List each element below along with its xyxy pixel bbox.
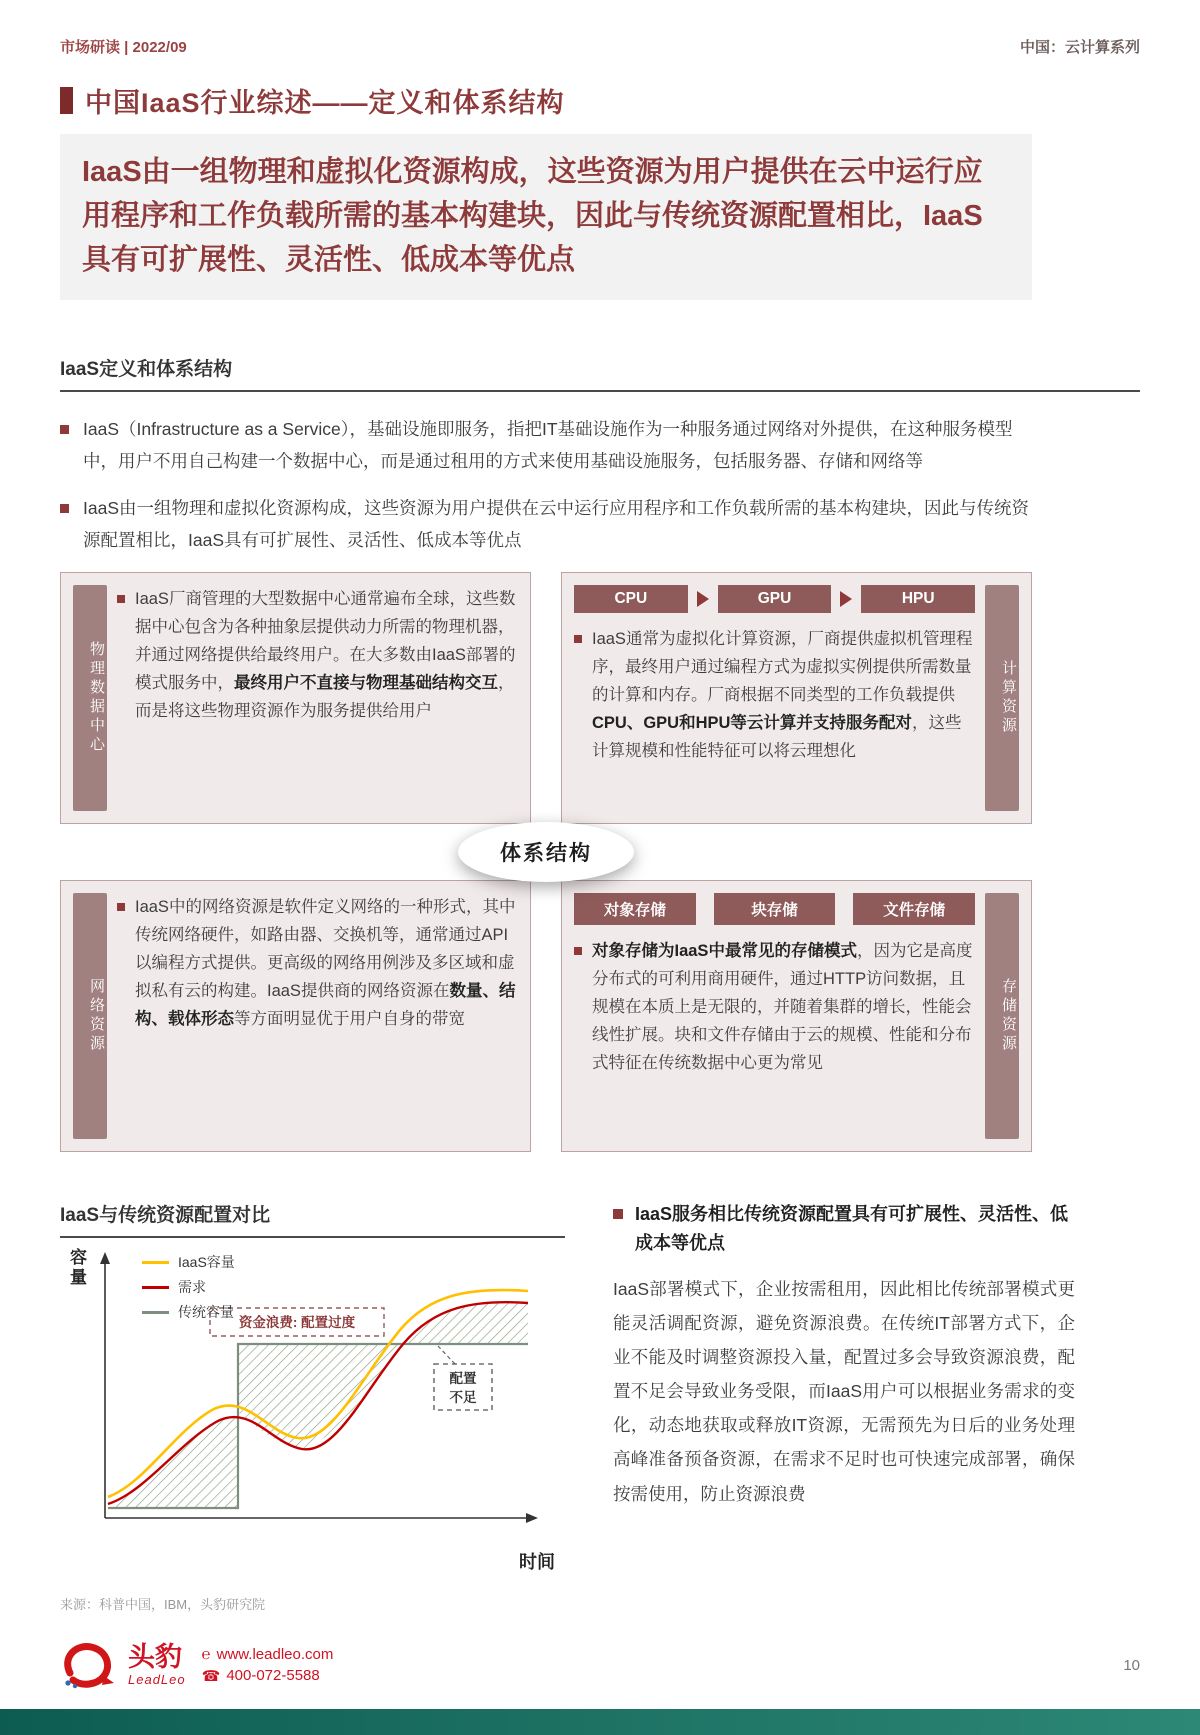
website-row	[202, 1646, 334, 1663]
header-series-label: 市场研读 | 2022/09	[60, 39, 187, 56]
legend-swatch-iaas	[142, 1261, 169, 1264]
footer-accent-bar	[0, 1709, 1200, 1735]
annotation-shortage-leader-line	[438, 1346, 455, 1364]
legend-item-traditional	[142, 1302, 235, 1322]
chart-x-axis-label: 时间	[519, 1552, 555, 1573]
chip-object-storage: 对象存储	[574, 893, 696, 925]
architecture-center-badge: 体系结构	[458, 822, 634, 882]
chart-y-axis-label: 容量	[67, 1248, 86, 1289]
box-physical-datacenter	[60, 572, 531, 824]
brand-name-latin: LeadLeo	[128, 1671, 186, 1687]
text-segment: ，而是将这些物理资源作为服务提供给用户	[135, 674, 515, 721]
legend-label-demand: 需求	[178, 1279, 206, 1296]
phone-icon: ☎	[201, 1667, 221, 1685]
chip-cpu: CPU	[574, 585, 688, 613]
phone-number: 400-072-5588	[226, 1667, 320, 1684]
box-compute-resources	[561, 572, 1032, 824]
brand-name: 头豹	[128, 1642, 182, 1672]
section-heading-definition: IaaS定义和体系结构	[60, 354, 1140, 392]
bullet-square-icon	[117, 595, 125, 603]
annotation-shortage-label-line1: 配置	[449, 1371, 477, 1387]
network-resources-paragraph	[135, 893, 518, 1033]
text-segment: IaaS通常为虚拟化计算资源，厂商提供虚拟机管理程序，最终用户通过编程方式为虚拟实例提供所需数量的计算和内存。厂商根据不同类型的工作负载提供	[592, 630, 973, 705]
comparison-right-heading	[613, 1200, 1075, 1258]
text-segment-bold: 数量、结构、载体形态	[135, 982, 516, 1029]
text-segment-bold: 对象存储为IaaS中最常见的存储模式	[592, 942, 857, 961]
text-segment: IaaS厂商管理的大型数据中心通常遍布全球，这些数据中心包含为各种抽象层提供动力所需的物理机器，并通过网络提供给最终用户。在大多数由IaaS部署的模式服务中，	[135, 590, 516, 693]
storage-resources-paragraph	[592, 937, 975, 1077]
storage-resources-text	[574, 937, 975, 1077]
definition-bullet-2	[60, 493, 1040, 556]
text-segment-bold: 最终用户不直接与物理基础结构交互	[234, 674, 498, 693]
page-header	[60, 36, 1140, 57]
network-resources-text	[117, 893, 518, 1033]
page-number: 10	[1123, 1656, 1140, 1674]
bullet-square-icon	[574, 635, 582, 643]
x-axis-arrow-icon	[526, 1513, 538, 1523]
bullet-square-icon	[574, 947, 582, 955]
legend-item-iaas	[142, 1252, 235, 1272]
e-mark-icon: ℮	[201, 1645, 211, 1663]
compute-resources-paragraph	[592, 625, 975, 765]
definition-bullet-2-text: IaaS由一组物理和虚拟化资源构成，这些资源为用户提供在云中运行应用程序和工作负载所需的基本构建块，因此与传统资源配置相比，IaaS具有可扩展性、灵活性、低成本等优点	[83, 498, 1029, 550]
page-footer	[60, 1639, 1140, 1691]
arrow-right-icon	[697, 591, 709, 607]
legend-label-traditional: 传统容量	[178, 1304, 234, 1321]
box-storage-resources	[561, 880, 1032, 1152]
definition-bullets	[60, 414, 1140, 556]
chip-gpu: GPU	[718, 585, 832, 613]
lead-summary: IaaS由一组物理和虚拟化资源构成，这些资源为用户提供在云中运行应用程序和工作负载所需的基本构建块，因此与传统资源配置相比，IaaS具有可扩展性、灵活性、低成本等优点	[60, 134, 1032, 300]
text-segment-bold: CPU、GPU和HPU等云计算并支持服务配对	[592, 714, 912, 733]
box-network-resources	[60, 880, 531, 1152]
comparison-chart-column	[60, 1200, 565, 1613]
text-segment: ，因为它是高度分布式的可利用商用硬件，通过HTTP访问数据，且规模在本质上是无限的，并随着集群的增长，性能会线性扩展。块和文件存储由于云的规模、性能和分布式特征在传统数据中心更为常见	[592, 942, 973, 1073]
tab-storage-resources: 存储资源	[985, 893, 1019, 1139]
text-segment: 等方面明显优于用户自身的带宽	[234, 1010, 465, 1029]
storage-chip-row	[574, 893, 975, 925]
tab-physical-datacenter: 物理数据中心	[73, 585, 107, 811]
page-title: 中国IaaS行业综述——定义和体系结构	[85, 88, 565, 118]
title-row	[60, 81, 1140, 120]
chip-file-storage: 文件存储	[853, 893, 975, 925]
bullet-square-icon	[117, 903, 125, 911]
header-category-label: 中国：云计算系列	[1019, 39, 1140, 56]
annotation-shortage-label-line2: 不足	[449, 1390, 477, 1406]
legend-label-iaas: IaaS容量	[178, 1254, 235, 1271]
title-accent-bar	[60, 87, 73, 114]
comparison-text-column	[613, 1200, 1075, 1613]
comparison-heading: IaaS与传统资源配置对比	[60, 1200, 565, 1238]
legend-swatch-traditional	[142, 1311, 169, 1314]
definition-bullet-1-text: IaaS（Infrastructure as a Service），基础设施即服务，指把IT基础设施作为一种服务通过网络对外提供，在这种服务模型中，用户不用自己构建一个数据中心，而是通过租用的方式来使用基础设施服务，包括服务器、存储和网络等	[83, 419, 1013, 471]
chip-hpu: HPU	[861, 585, 975, 613]
chart-legend	[142, 1252, 235, 1322]
capacity-time-chart	[60, 1246, 565, 1578]
legend-item-demand	[142, 1277, 235, 1297]
comparison-section	[60, 1200, 1140, 1613]
leadleo-logo-icon	[60, 1639, 118, 1691]
compute-resources-text	[574, 625, 975, 765]
contact-block	[202, 1646, 334, 1685]
legend-swatch-demand	[142, 1286, 169, 1289]
y-axis-arrow-icon	[100, 1252, 110, 1264]
comparison-right-heading-text: IaaS服务相比传统资源配置具有可扩展性、灵活性、低成本等优点	[635, 1204, 1069, 1254]
brand-block	[128, 1643, 186, 1687]
chip-block-storage: 块存储	[714, 893, 836, 925]
tab-compute-resources: 计算资源	[985, 585, 1019, 811]
bullet-square-icon	[60, 504, 69, 513]
arrow-right-icon	[840, 591, 852, 607]
compute-chip-row	[574, 585, 975, 613]
website-link[interactable]: www.leadleo.com	[216, 1645, 334, 1663]
comparison-right-paragraph: IaaS部署模式下，企业按需租用，因此相比传统部署模式更能灵活调配资源，避免资源浪费。在传统IT部署方式下，企业不能及时调整资源投入量，配置过多会导致资源浪费，配置不足会导致业务受限，而IaaS用户可以根据业务需求的变化，动态地获取或释放IT资源，无需预先为日后的业务处理高峰准备预备资源，在需求不足时也可快速完成部署，确保按需使用，防止资源浪费	[613, 1278, 1075, 1504]
bullet-square-icon	[60, 425, 69, 434]
chart-canvas	[60, 1246, 565, 1551]
annotation-overprovision-label: 资金浪费: 配置过度	[238, 1315, 356, 1331]
definition-bullet-1	[60, 414, 1040, 477]
architecture-grid	[60, 572, 1032, 1152]
source-note: 来源：科普中国，IBM，头豹研究院	[60, 1597, 266, 1613]
text-segment: ，这些计算规模和性能特征可以将云理想化	[592, 714, 962, 761]
physical-datacenter-paragraph	[135, 585, 518, 725]
phone-row	[202, 1667, 334, 1685]
tab-network-resources: 网络资源	[73, 893, 107, 1139]
text-segment: IaaS中的网络资源是软件定义网络的一种形式，其中传统网络硬件，如路由器、交换机等，通常通过API以编程方式提供。更高级的网络用例涉及多区域和虚拟私有云的构建。IaaS提供商的网络资源在	[135, 898, 516, 1001]
physical-datacenter-text	[117, 585, 518, 725]
bullet-square-icon	[613, 1209, 623, 1219]
